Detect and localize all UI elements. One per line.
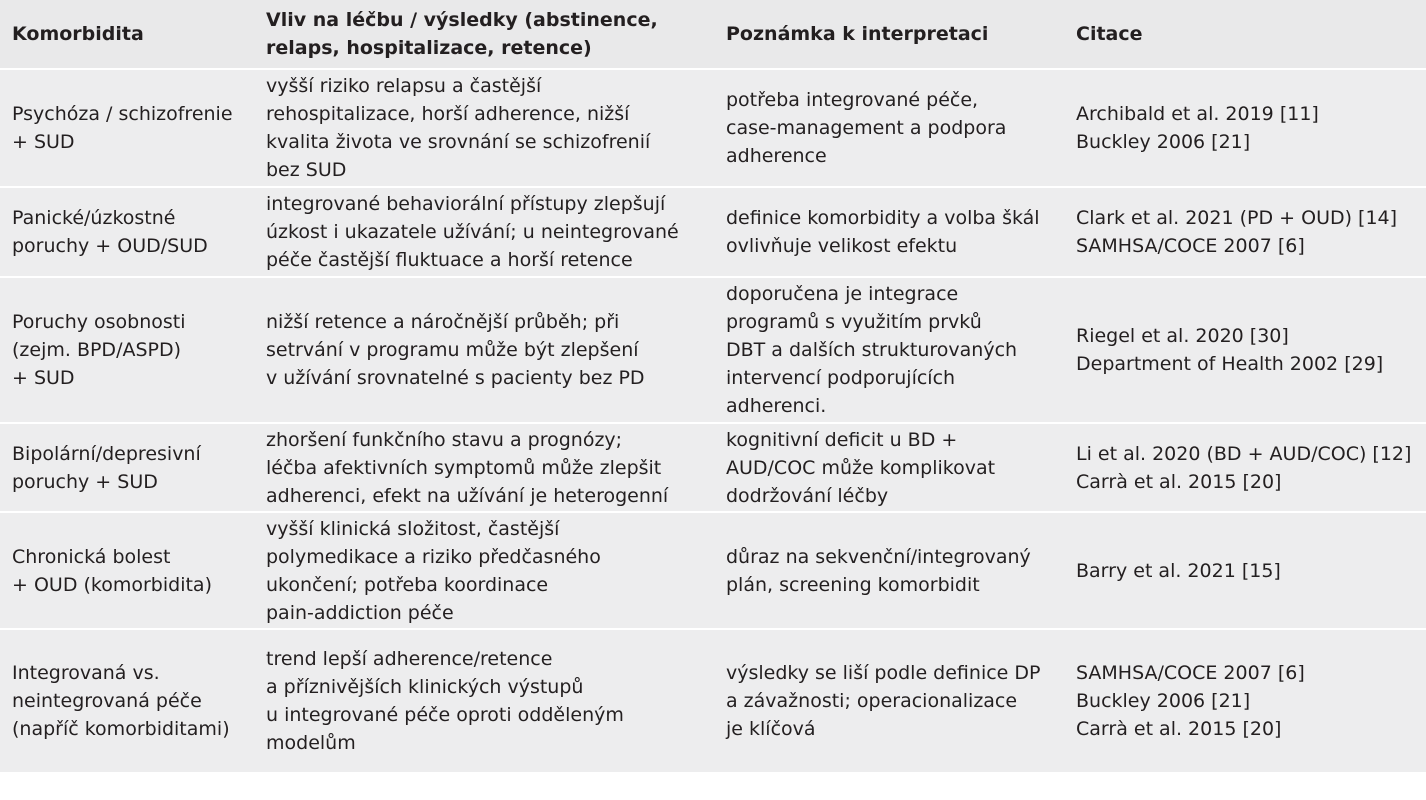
- cell-effect: trend lepší adherence/retence a příznivějších klinických výstupů u integrované péče oproti odděleným modelům: [266, 648, 624, 754]
- cell-effect: nižší retence a náročnější průběh; při setrvání v programu může být zlepšení v užívání srovnatelné s pacienty bez PD: [266, 311, 645, 389]
- cell-comorbidity: Psychóza / schizofrenie + SUD: [12, 103, 233, 153]
- table-row: [0, 423, 1426, 512]
- table-body: [0, 69, 1426, 772]
- cell-effect: zhoršení funkčního stavu a prognózy; léčba afektivních symptomů může zlepšit adherenci, efekt na užívání je heterogenní: [266, 428, 669, 507]
- header-effect: Vliv na léčbu / výsledky (abstinence, relaps, hospitalizace, retence): [266, 9, 658, 59]
- cell-note: výsledky se liší podle definice DP a závažnosti; operacionalizace je klíčová: [726, 662, 1041, 740]
- cell-citation: Clark et al. 2021 (PD + OUD) [14] SAMHSA/COCE 2007 [6]: [1076, 207, 1398, 257]
- cell-effect: vyšší klinická složitost, častější polymedikace a riziko předčasného ukončení; potřeba koordinace pain-addiction péče: [266, 517, 601, 624]
- cell-citation: Barry et al. 2021 [15]: [1076, 559, 1281, 582]
- header-row: [0, 0, 1426, 69]
- cell-comorbidity: Integrovaná vs. neintegrovaná péče (napříč komorbiditami): [12, 662, 230, 740]
- cell-note: definice komorbidity a volba škál ovlivňuje velikost efektu: [726, 207, 1040, 257]
- cell-note: kognitivní deficit u BD + AUD/COC může komplikovat dodržování léčby: [726, 428, 996, 507]
- table-row: [0, 277, 1426, 423]
- table-row: [0, 512, 1426, 629]
- cell-comorbidity: Panické/úzkostné poruchy + OUD/SUD: [12, 207, 208, 257]
- cell-citation: Riegel et al. 2020 [30] Department of Health 2002 [29]: [1076, 325, 1384, 375]
- cell-comorbidity: Poruchy osobnosti (zejm. BPD/ASPD) + SUD: [12, 311, 186, 389]
- cell-comorbidity: Chronická bolest + OUD (komorbidita): [12, 545, 212, 596]
- table-row: [0, 187, 1426, 277]
- header-comorbidity: Komorbidita: [12, 23, 144, 45]
- cell-citation: Li et al. 2020 (BD + AUD/COC) [12] Carrà et al. 2015 [20]: [1076, 442, 1412, 493]
- cell-note: důraz na sekvenční/integrovaný plán, screening komorbidit: [726, 545, 1031, 596]
- table-row: [0, 629, 1426, 772]
- header-citation: Citace: [1076, 23, 1143, 45]
- cell-effect: vyšší riziko relapsu a častější rehospitalizace, horší adherence, nižší kvalita života ve srovnání se schizofrenií bez SUD: [266, 75, 651, 181]
- header-note: Poznámka k interpretaci: [726, 23, 989, 45]
- cell-effect: integrované behaviorální přístupy zlepšují úzkost i ukazatele užívání; u neintegrované péče častější fluktuace a horší retence: [266, 193, 679, 271]
- cell-citation: SAMHSA/COCE 2007 [6] Buckley 2006 [21] Carrà et al. 2015 [20]: [1076, 662, 1305, 740]
- cell-comorbidity: Bipolární/depresivní poruchy + SUD: [12, 442, 201, 493]
- cell-citation: Archibald et al. 2019 [11] Buckley 2006 [21]: [1076, 103, 1319, 153]
- table-row: [0, 69, 1426, 187]
- cell-note: potřeba integrované péče, case-management a podpora adherence: [726, 89, 1007, 167]
- table-header: [0, 0, 1426, 69]
- cell-note: doporučena je integrace programů s využitím prvků DBT a dalších strukturovaných intervencí podporujících adherenci.: [726, 283, 1018, 417]
